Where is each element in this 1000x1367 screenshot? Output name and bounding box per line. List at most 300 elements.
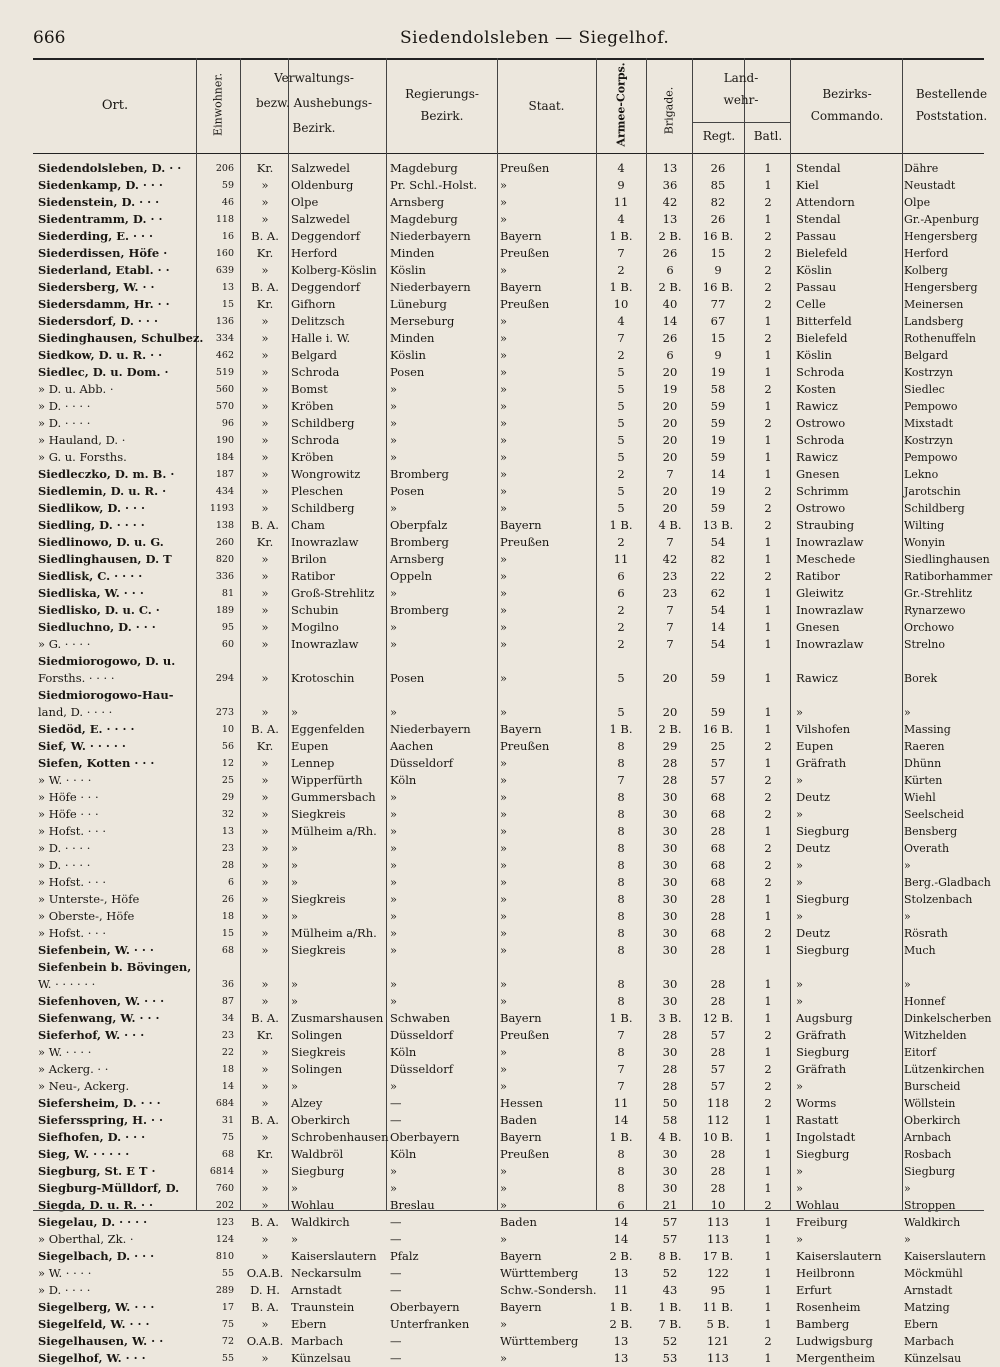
bezirks-commando-cell: Wohlau (796, 1198, 840, 1212)
bezirks-commando-cell: Attendorn (796, 195, 855, 209)
poststation-cell: Lekno (904, 468, 939, 481)
aushebungs-bezirk-cell: Ebern (291, 1317, 327, 1331)
table-row (0, 1061, 1000, 1078)
staat-cell: Bayern (500, 229, 542, 243)
bataillon-cell: 2 (764, 263, 772, 277)
brigade-cell: 19 (662, 382, 678, 396)
aushebungs-bezirk-cell: Mülheim a/Rh. (291, 926, 377, 940)
staat-cell: » (500, 501, 508, 515)
regiment-cell: 15 (710, 246, 726, 260)
staat-cell: Preußen (500, 1028, 550, 1042)
regiment-cell: 16 B. (702, 722, 734, 736)
regierungs-bezirk-cell: — (390, 1334, 402, 1348)
einwohner-cell: 123 (215, 1217, 234, 1228)
regierungs-bezirk-cell: — (390, 1283, 402, 1297)
ort-cell: Siedenkamp, D. · · · (38, 178, 163, 192)
ort-cell: Siefersheim, D. · · · (38, 1096, 161, 1110)
einwohner-cell: 81 (221, 588, 234, 599)
poststation-cell: Wonyin (904, 536, 946, 549)
staat-cell: » (500, 926, 508, 940)
poststation-cell: Witzhelden (904, 1029, 967, 1042)
regiment-cell: 9 (714, 263, 722, 277)
staat-cell: » (500, 790, 508, 804)
ort-cell: Siedendolsleben, D. · · (38, 161, 182, 175)
staat-cell: » (500, 909, 508, 923)
brigade-cell: 30 (662, 790, 678, 804)
armee-corps-cell: 1 B. (609, 229, 633, 243)
bezirks-commando-cell: Freiburg (796, 1215, 848, 1229)
regierungs-bezirk-cell: Düsseldorf (390, 1062, 453, 1076)
brigade-cell: 30 (662, 807, 678, 821)
einwohner-cell: 136 (215, 316, 234, 327)
einwohner-cell: 36 (221, 979, 234, 990)
bezirks-commando-cell: Vilshofen (796, 722, 851, 736)
regiment-cell: 28 (710, 1164, 726, 1178)
bezirk-type-cell: » (261, 416, 269, 430)
staat-cell: Schw.-Sondersh. (500, 1283, 597, 1297)
poststation-cell: Bensberg (904, 825, 958, 838)
regierungs-bezirk-cell: Oberbayern (390, 1130, 460, 1144)
table-row (0, 874, 1000, 891)
bataillon-cell: 2 (764, 790, 772, 804)
ort-cell: Siegda, D. u. R. · · (38, 1198, 154, 1212)
bezirk-type-cell: » (261, 1062, 269, 1076)
bataillon-cell: 2 (764, 875, 772, 889)
staat-cell: » (500, 620, 508, 634)
poststation-cell: Wöllstein (904, 1097, 956, 1110)
brigade-cell: 8 B. (658, 1249, 682, 1263)
bataillon-cell: 1 (764, 943, 772, 957)
bezirk-type-cell: » (261, 1045, 269, 1059)
aushebungs-bezirk-cell: Deggendorf (291, 280, 360, 294)
ort-cell: Siefenbein b. Bövingen, (38, 960, 192, 974)
brigade-cell: 30 (662, 1164, 678, 1178)
regierungs-bezirk-cell: » (390, 433, 398, 447)
table-row (0, 721, 1000, 738)
table-row (0, 1112, 1000, 1129)
regiment-cell: 59 (710, 399, 726, 413)
brigade-cell: 4 B. (658, 1130, 682, 1144)
brigade-cell: 53 (662, 1351, 678, 1365)
regiment-cell: 95 (710, 1283, 726, 1297)
staat-cell: » (500, 637, 508, 651)
staat-cell: Preußen (500, 297, 550, 311)
brigade-cell: 2 B. (658, 722, 682, 736)
bataillon-cell: 2 (764, 246, 772, 260)
ort-cell: Sieg, W. · · · · · (38, 1147, 130, 1161)
regiment-cell: 26 (710, 212, 726, 226)
table-row (0, 755, 1000, 772)
ort-cell: » W. · · · · (38, 1266, 92, 1280)
brigade-cell: 52 (662, 1266, 678, 1280)
regierungs-bezirk-cell: » (390, 824, 398, 838)
regiment-cell: 13 B. (702, 518, 734, 532)
bataillon-cell: 1 (764, 620, 772, 634)
einwohner-cell: 462 (215, 350, 234, 361)
bataillon-cell: 1 (764, 586, 772, 600)
einwohner-cell: 10 (221, 724, 234, 735)
bataillon-cell: 2 (764, 807, 772, 821)
einwohner-cell: 32 (221, 809, 234, 820)
einwohner-cell: 187 (215, 469, 234, 480)
ort-cell: Siegburg-Mülldorf, D. (38, 1181, 180, 1195)
bezirks-commando-cell: » (796, 1232, 804, 1246)
armee-corps-cell: 1 B. (609, 518, 633, 532)
poststation-cell: » (904, 1182, 911, 1195)
header-post-2: Poststation. (915, 109, 988, 123)
ort-cell: » D. u. Abb. · (38, 382, 114, 396)
einwohner-cell: 87 (221, 996, 234, 1007)
ort-cell: Siefenwang, W. · · · (38, 1011, 160, 1025)
einwohner-cell: 72 (221, 1336, 234, 1347)
ort-cell: » Oberthal, Zk. · (38, 1232, 134, 1246)
ort-cell: Siegelfeld, W. · · · (38, 1317, 150, 1331)
regiment-cell: 57 (710, 773, 726, 787)
table-row (0, 1316, 1000, 1333)
regierungs-bezirk-cell: Köslin (390, 263, 426, 277)
bataillon-cell: 1 (764, 671, 772, 685)
header-armee-corps: Armee-Corps. (614, 62, 628, 147)
ort-cell: Siedinghausen, Schulbez. (38, 331, 204, 345)
aushebungs-bezirk-cell: Waldkirch (291, 1215, 350, 1229)
table-row (0, 466, 1000, 483)
bezirk-type-cell: » (261, 399, 269, 413)
table-row (0, 993, 1000, 1010)
bezirk-type-cell: » (261, 926, 269, 940)
bezirk-type-cell: » (261, 671, 269, 685)
bataillon-cell: 2 (764, 195, 772, 209)
brigade-cell: 30 (662, 977, 678, 991)
einwohner-cell: 820 (215, 554, 234, 565)
poststation-cell: » (904, 706, 911, 719)
brigade-cell: 30 (662, 841, 678, 855)
ort-cell: Siedlisk, C. · · · · (38, 569, 143, 583)
poststation-cell: » (904, 859, 911, 872)
bezirks-commando-cell: Siegburg (796, 1045, 850, 1059)
regiment-cell: 26 (710, 161, 726, 175)
ort-cell: Siedlisko, D. u. C. · (38, 603, 160, 617)
regierungs-bezirk-cell: Bromberg (390, 603, 449, 617)
table-row (0, 1299, 1000, 1316)
regierungs-bezirk-cell: Pr. Schl.-Holst. (390, 178, 478, 192)
armee-corps-cell: 2 (617, 467, 625, 481)
brigade-cell: 26 (662, 331, 678, 345)
armee-corps-cell: 14 (613, 1232, 629, 1246)
aushebungs-bezirk-cell: Kröben (291, 399, 334, 413)
einwohner-cell: 18 (221, 1064, 234, 1075)
staat-cell: » (500, 1045, 508, 1059)
staat-cell: Baden (500, 1113, 537, 1127)
einwohner-cell: 202 (215, 1200, 234, 1211)
poststation-cell: Rynarzewo (904, 604, 966, 617)
brigade-cell: 23 (662, 569, 678, 583)
einwohner-cell: 189 (215, 605, 234, 616)
aushebungs-bezirk-cell: Siegkreis (291, 943, 346, 957)
header-einwohner: Einwohner. (211, 73, 225, 136)
ort-cell: Siederdissen, Höfe · (38, 246, 168, 260)
armee-corps-cell: 4 (617, 314, 625, 328)
poststation-cell: Pempowo (904, 451, 958, 464)
staat-cell: » (500, 1351, 508, 1365)
regierungs-bezirk-cell: Oberpfalz (390, 518, 448, 532)
poststation-cell: Arnbach (904, 1131, 952, 1144)
poststation-cell: Kürten (904, 774, 943, 787)
regiment-cell: 28 (710, 1181, 726, 1195)
armee-corps-cell: 11 (613, 552, 629, 566)
staat-cell: » (500, 450, 508, 464)
ort-cell: Siedmiorogowo, D. u. (38, 654, 176, 668)
regierungs-bezirk-cell: Minden (390, 246, 435, 260)
ort-cell: Siefhofen, D. · · · (38, 1130, 146, 1144)
poststation-cell: Möckmühl (904, 1267, 963, 1280)
table-row (0, 738, 1000, 755)
armee-corps-cell: 11 (613, 195, 629, 209)
regierungs-bezirk-cell: » (390, 977, 398, 991)
aushebungs-bezirk-cell: Gifhorn (291, 297, 336, 311)
regierungs-bezirk-cell: » (390, 909, 398, 923)
poststation-cell: Landsberg (904, 315, 964, 328)
regierungs-bezirk-cell: » (390, 399, 398, 413)
aushebungs-bezirk-cell: Siegburg (291, 1164, 345, 1178)
bezirks-commando-cell: » (796, 909, 804, 923)
einwohner-cell: 13 (221, 826, 234, 837)
einwohner-cell: 56 (221, 741, 234, 752)
staat-cell: Württemberg (500, 1266, 579, 1280)
table-row (0, 976, 1000, 993)
aushebungs-bezirk-cell: Siegkreis (291, 807, 346, 821)
table-row (0, 619, 1000, 636)
bezirks-commando-cell: Kosten (796, 382, 836, 396)
ort-cell: » G. u. Forsths. (38, 450, 127, 464)
regierungs-bezirk-cell: Unterfranken (390, 1317, 470, 1331)
regierungs-bezirk-cell: Köln (390, 1045, 417, 1059)
poststation-cell: Oberkirch (904, 1114, 961, 1127)
bezirk-type-cell: » (261, 1317, 269, 1331)
regiment-cell: 16 B. (702, 229, 734, 243)
bataillon-cell: 1 (764, 909, 772, 923)
table-row (0, 517, 1000, 534)
armee-corps-cell: 13 (613, 1266, 629, 1280)
bezirks-commando-cell: Gnesen (796, 620, 840, 634)
regierungs-bezirk-cell: Arnsberg (390, 552, 445, 566)
armee-corps-cell: 5 (617, 416, 625, 430)
aushebungs-bezirk-cell: » (291, 858, 299, 872)
bezirks-commando-cell: Straubing (796, 518, 855, 532)
armee-corps-cell: 2 (617, 620, 625, 634)
ort-cell: Siedlikow, D. · · · (38, 501, 145, 515)
armee-corps-cell: 8 (617, 909, 625, 923)
poststation-cell: Gr.-Apenburg (904, 213, 980, 226)
table-row (0, 602, 1000, 619)
bezirks-commando-cell: Schroda (796, 433, 845, 447)
bataillon-cell: 2 (764, 280, 772, 294)
einwohner-cell: 14 (221, 1081, 234, 1092)
bezirks-commando-cell: Mergentheim (796, 1351, 876, 1365)
bezirks-commando-cell: Schrimm (796, 484, 849, 498)
armee-corps-cell: 14 (613, 1215, 629, 1229)
bataillon-cell: 1 (764, 212, 772, 226)
aushebungs-bezirk-cell: Groß-Strehlitz (291, 586, 375, 600)
aushebungs-bezirk-cell: Schroda (291, 433, 340, 447)
bataillon-cell: 2 (764, 382, 772, 396)
ort-cell: » Oberste-, Höfe (38, 909, 135, 923)
bataillon-cell: 1 (764, 178, 772, 192)
bataillon-cell: 1 (764, 1113, 772, 1127)
bezirks-commando-cell: » (796, 858, 804, 872)
bataillon-cell: 1 (764, 1011, 772, 1025)
staat-cell: » (500, 1198, 508, 1212)
table-row (0, 1282, 1000, 1299)
ort-cell: Siedersdorf, D. · · · (38, 314, 158, 328)
einwohner-cell: 639 (215, 265, 234, 276)
table-row (0, 551, 1000, 568)
aushebungs-bezirk-cell: Gummersbach (291, 790, 376, 804)
bezirk-type-cell: » (261, 977, 269, 991)
einwohner-cell: 6 (227, 877, 234, 888)
bezirks-commando-cell: Gräfrath (796, 1028, 847, 1042)
bezirk-type-cell: » (261, 1181, 269, 1195)
regierungs-bezirk-cell: » (390, 620, 398, 634)
regiment-cell: 57 (710, 1028, 726, 1042)
table-row (0, 1146, 1000, 1163)
ort-cell: Siedliska, W. · · · (38, 586, 144, 600)
einwohner-cell: 336 (215, 571, 234, 582)
header-rule-bottom (33, 153, 984, 154)
bataillon-cell: 1 (764, 314, 772, 328)
bezirk-type-cell: » (261, 348, 269, 362)
regiment-cell: 122 (707, 1266, 729, 1280)
bezirk-type-cell: » (261, 501, 269, 515)
table-row (0, 228, 1000, 245)
table-row (0, 313, 1000, 330)
table-row (0, 823, 1000, 840)
bezirks-commando-cell: Erfurt (796, 1283, 832, 1297)
bataillon-cell: 1 (764, 450, 772, 464)
einwohner-cell: 760 (215, 1183, 234, 1194)
poststation-cell: Arnstadt (904, 1284, 953, 1297)
ort-cell: Sief, W. · · · · · (38, 739, 126, 753)
ort-cell: » W. · · · · (38, 1045, 92, 1059)
brigade-cell: 26 (662, 246, 678, 260)
bezirks-commando-cell: Deutz (796, 790, 831, 804)
armee-corps-cell: 8 (617, 994, 625, 1008)
einwohner-cell: 124 (215, 1234, 234, 1245)
aushebungs-bezirk-cell: Delitzsch (291, 314, 345, 328)
table-row (0, 840, 1000, 857)
bataillon-cell: 2 (764, 518, 772, 532)
bezirk-type-cell: » (261, 484, 269, 498)
armee-corps-cell: 6 (617, 569, 625, 583)
bezirks-commando-cell: Rastatt (796, 1113, 839, 1127)
bezirks-commando-cell: Stendal (796, 212, 841, 226)
staat-cell: Bayern (500, 1130, 542, 1144)
aushebungs-bezirk-cell: » (291, 1079, 299, 1093)
poststation-cell: Pempowo (904, 400, 958, 413)
brigade-cell: 42 (662, 195, 678, 209)
staat-cell: » (500, 943, 508, 957)
ort-cell: Siedenstein, D. · · · (38, 195, 160, 209)
aushebungs-bezirk-cell: » (291, 909, 299, 923)
bataillon-cell: 1 (764, 1351, 772, 1365)
bezirks-commando-cell: » (796, 705, 804, 719)
brigade-cell: 6 (666, 263, 674, 277)
poststation-cell: Hengersberg (904, 281, 978, 294)
bataillon-cell: 1 (764, 1215, 772, 1229)
poststation-cell: Stroppen (904, 1199, 956, 1212)
bezirks-commando-cell: Bamberg (796, 1317, 850, 1331)
staat-cell: » (500, 263, 508, 277)
staat-cell: » (500, 858, 508, 872)
aushebungs-bezirk-cell: Ratibor (291, 569, 335, 583)
bottom-rule (33, 1210, 984, 1211)
bezirks-commando-cell: » (796, 773, 804, 787)
armee-corps-cell: 6 (617, 1198, 625, 1212)
regierungs-bezirk-cell: » (390, 1181, 398, 1195)
regiment-cell: 57 (710, 756, 726, 770)
table-row (0, 1248, 1000, 1265)
brigade-cell: 20 (662, 484, 678, 498)
regiment-cell: 28 (710, 943, 726, 957)
armee-corps-cell: 2 B. (609, 1317, 633, 1331)
armee-corps-cell: 2 B. (609, 1249, 633, 1263)
aushebungs-bezirk-cell: » (291, 977, 299, 991)
brigade-cell: 20 (662, 705, 678, 719)
staat-cell: Bayern (500, 518, 542, 532)
brigade-cell: 30 (662, 824, 678, 838)
poststation-cell: Jarotschin (904, 485, 961, 498)
staat-cell: » (500, 348, 508, 362)
einwohner-cell: 17 (221, 1302, 234, 1313)
header-verwaltung-3: Bezirk. (292, 121, 336, 135)
bezirks-commando-cell: Gräfrath (796, 756, 847, 770)
brigade-cell: 13 (662, 212, 678, 226)
staat-cell: » (500, 212, 508, 226)
brigade-cell: 58 (662, 1113, 678, 1127)
ort-cell: » Höfe · · · (38, 807, 99, 821)
staat-cell: » (500, 586, 508, 600)
regierungs-bezirk-cell: » (390, 382, 398, 396)
bataillon-cell: 1 (764, 637, 772, 651)
bataillon-cell: 1 (764, 892, 772, 906)
regierungs-bezirk-cell: Posen (390, 365, 425, 379)
bataillon-cell: 2 (764, 739, 772, 753)
staat-cell: » (500, 807, 508, 821)
aushebungs-bezirk-cell: Eupen (291, 739, 329, 753)
ort-cell: » Hofst. · · · (38, 926, 107, 940)
regiment-cell: 28 (710, 1045, 726, 1059)
regierungs-bezirk-cell: Köln (390, 773, 417, 787)
armee-corps-cell: 8 (617, 739, 625, 753)
header-bezirks-2: Commando. (810, 109, 884, 123)
brigade-cell: 36 (662, 178, 678, 192)
ort-cell: Siederland, Etabl. · · (38, 263, 170, 277)
ort-cell: Sieferhof, W. · · · (38, 1028, 145, 1042)
einwohner-cell: 334 (215, 333, 234, 344)
brigade-cell: 20 (662, 501, 678, 515)
regierungs-bezirk-cell: Niederbayern (390, 722, 471, 736)
table-row (0, 1333, 1000, 1350)
poststation-cell: Schildberg (904, 502, 965, 515)
table-row (0, 789, 1000, 806)
aushebungs-bezirk-cell: Mülheim a/Rh. (291, 824, 377, 838)
bezirk-type-cell: Kr. (256, 246, 274, 260)
regierungs-bezirk-cell: — (390, 1096, 402, 1110)
table-row (0, 1044, 1000, 1061)
staat-cell: » (500, 705, 508, 719)
regiment-cell: 59 (710, 671, 726, 685)
table-row (0, 211, 1000, 228)
bezirks-commando-cell: » (796, 977, 804, 991)
